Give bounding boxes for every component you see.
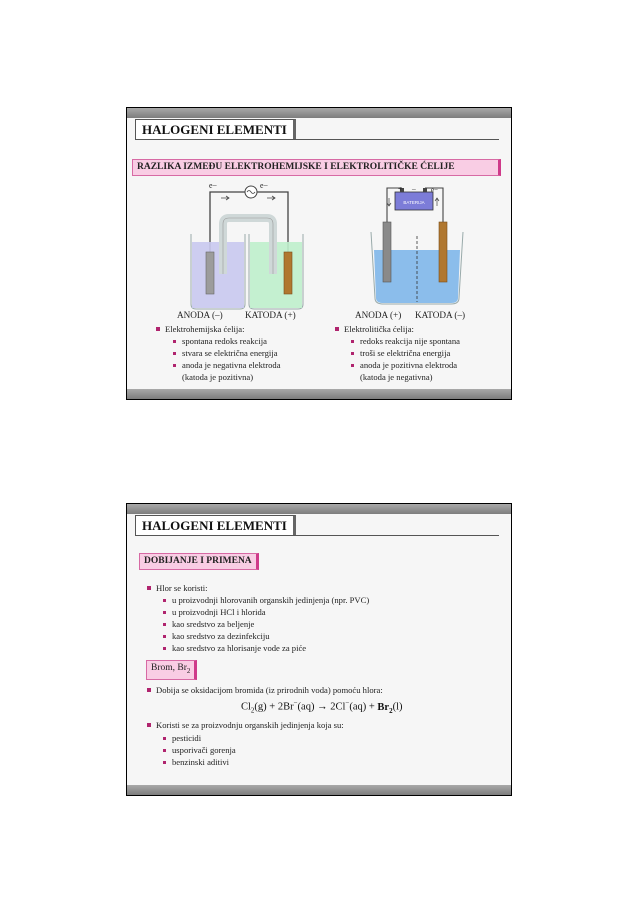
slide-production-and-uses (126, 503, 512, 796)
electron-label-right: e− (260, 181, 269, 190)
bromine-production: Dobija se oksidacijom bromida (iz prirodnih voda) pomoću hlora: (147, 684, 383, 696)
bullet-square-icon (147, 723, 151, 727)
list-item: redoks reakcija nije spontana (351, 335, 460, 347)
bullet-dot-icon (173, 352, 176, 355)
bullet-dot-icon (163, 647, 166, 650)
slide-electrochemical-vs-electrolytic (126, 107, 512, 400)
bullet-dot-icon (173, 340, 176, 343)
bullet-dot-icon (173, 364, 176, 367)
bullet-dot-icon (163, 737, 166, 740)
list-item: anoda je negativna elektroda (173, 359, 281, 371)
list-item: anoda je pozitivna elektroda (351, 359, 457, 371)
header-underline (135, 139, 499, 140)
slide-header: HALOGENI ELEMENTI (135, 119, 296, 140)
slide-bottom-band (127, 785, 511, 795)
electrolytic-cell-diagram (367, 180, 479, 310)
bullet-dot-icon (163, 761, 166, 764)
cathode-label-left: KATODA (+) (245, 310, 296, 320)
cathode-label-right: KATODA (–) (415, 310, 466, 320)
electrolytic-heading: Elektrolitička ćelija: (335, 323, 414, 335)
anode-label-right: ANODA (+) (355, 310, 402, 320)
list-item: stvara se električna energija (173, 347, 278, 359)
bullet-dot-icon (163, 599, 166, 602)
battery-minus-sign: – (412, 184, 416, 193)
list-item: usporivači gorenja (163, 744, 236, 756)
bullet-dot-icon (163, 623, 166, 626)
bromine-label: Brom, $Br_2$ (146, 660, 197, 680)
battery-plus-sign: + (398, 184, 403, 193)
bullet-dot-icon (163, 749, 166, 752)
electron-label-battery: e− (431, 186, 439, 194)
bullet-dot-icon (351, 340, 354, 343)
list-item: benzinski aditivi (163, 756, 229, 768)
list-item: kao sredstvo za dezinfekciju (163, 630, 270, 642)
list-item: kao sredstvo za hlorisanje vode za piće (163, 642, 306, 654)
list-item: spontana redoks reakcija (173, 335, 267, 347)
list-item: kao sredstvo za beljenje (163, 618, 254, 630)
electrochemical-heading: Elektrohemijska ćelija: (156, 323, 244, 335)
bullet-square-icon (147, 586, 151, 590)
slide-bottom-band (127, 389, 511, 399)
list-item: u proizvodnji hlorovanih organskih jedinjenja (npr. PVC) (163, 594, 369, 606)
bullet-dot-icon (163, 611, 166, 614)
svg-text:BATERIJA: BATERIJA (403, 200, 425, 205)
chemical-equation: $Cl_2(g) + 2Br^-(aq) \to 2Cl^-(aq) + Br_2(l)$ (241, 699, 403, 715)
bullet-square-icon (147, 688, 151, 692)
section-subtitle: RAZLIKA IZMEĐU ELEKTROHEMIJSKE I ELEKTROLITIČKE ĆELIJE (132, 159, 501, 176)
list-item-continuation: (katoda je pozitivna) (182, 372, 254, 382)
bullet-dot-icon (163, 635, 166, 638)
galvanic-cell-diagram (185, 176, 315, 316)
bullet-dot-icon (351, 352, 354, 355)
list-item: troši se električna energija (351, 347, 450, 359)
bullet-square-icon (335, 327, 339, 331)
anode-label-left: ANODA (–) (177, 310, 223, 320)
section-subtitle: DOBIJANJE I PRIMENA (139, 553, 259, 570)
list-item: pesticidi (163, 732, 201, 744)
bullet-dot-icon (351, 364, 354, 367)
slide-top-band (127, 108, 511, 118)
header-underline (135, 535, 499, 536)
slide-top-band (127, 504, 511, 514)
bromine-use-intro: Koristi se za proizvodnju organskih jedinjenja koja su: (147, 719, 344, 731)
list-item-continuation: (katoda je negativna) (360, 372, 433, 382)
list-item: u proizvodnji HCl i hlorida (163, 606, 266, 618)
bullet-square-icon (156, 327, 160, 331)
electron-label-left: e− (209, 181, 218, 190)
chlorine-intro: Hlor se koristi: (147, 582, 208, 594)
slide-header: HALOGENI ELEMENTI (135, 515, 296, 536)
